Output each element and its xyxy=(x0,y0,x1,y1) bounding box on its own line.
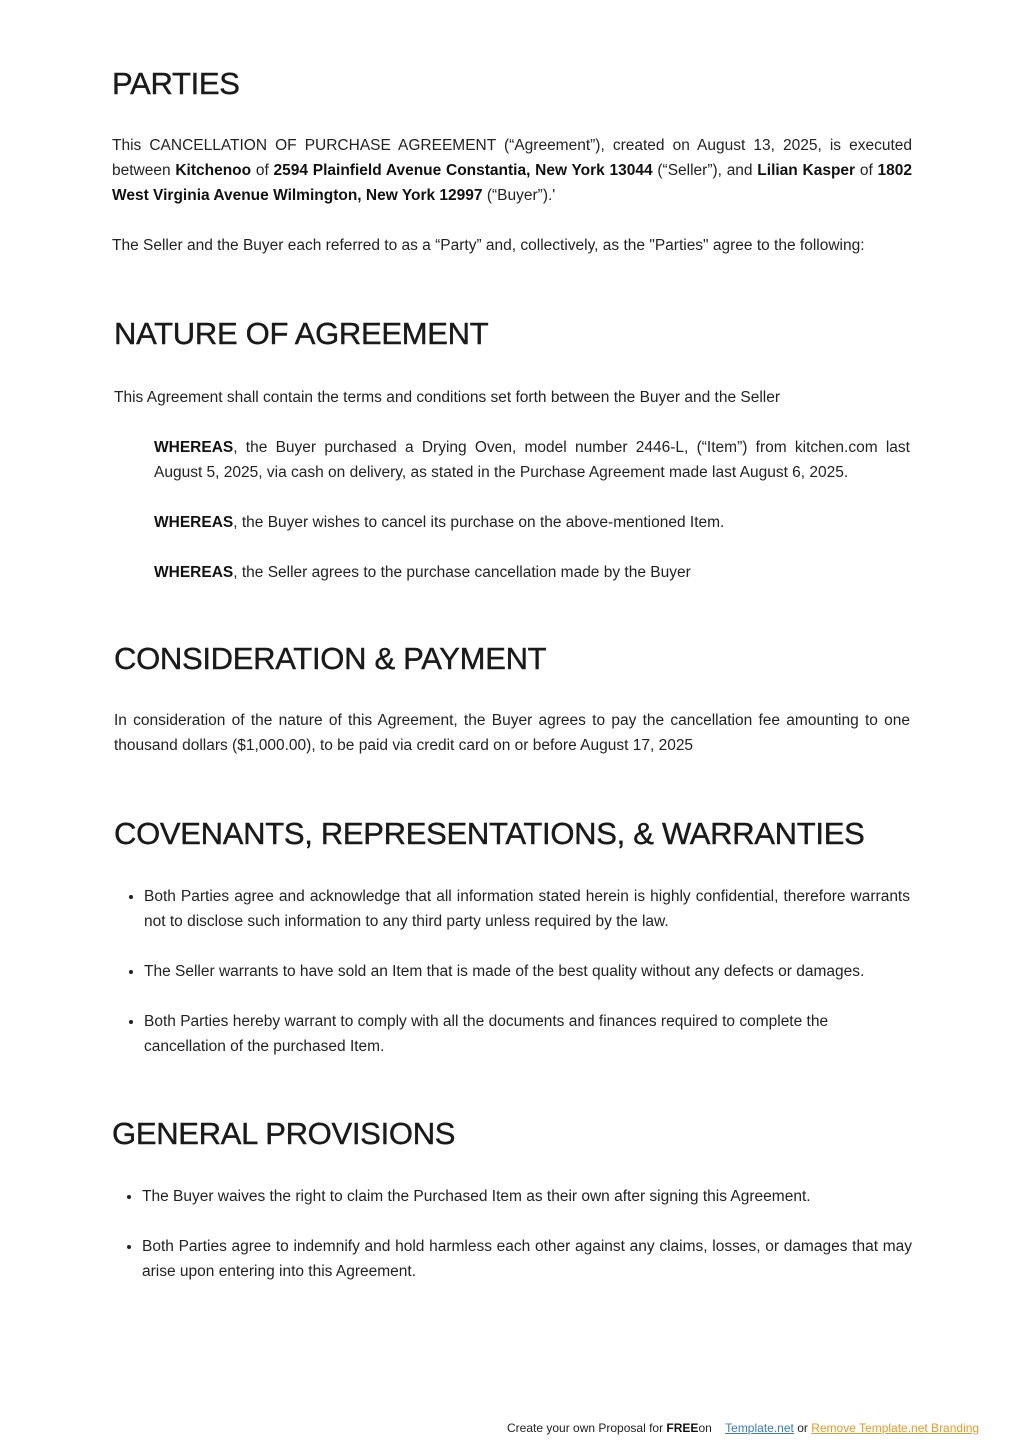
section-nature-of-agreement xyxy=(114,316,910,596)
heading-consideration-payment: CONSIDERATION & PAYMENT xyxy=(114,641,547,676)
whereas-clause-2 xyxy=(154,510,910,535)
covenants-list xyxy=(114,884,910,1059)
list-item: • Both Parties agree and acknowledge that all information stated herein is highly confidential, therefore warrants not to disclose such information to any third party unless required by the law. xyxy=(144,884,910,934)
section-general-provisions xyxy=(112,1116,912,1284)
heading-general-provisions: GENERAL PROVISIONS xyxy=(112,1116,456,1151)
section-consideration-payment xyxy=(114,641,910,758)
list-item: • Both Parties agree to indemnify and hold harmless each other against any claims, losses, or damages that may arise upon entering into this Agreement. xyxy=(142,1234,912,1284)
general-list xyxy=(112,1184,912,1284)
whereas-label: WHEREAS xyxy=(154,439,234,456)
footer-branding xyxy=(507,1418,1007,1438)
list-item: • The Seller warrants to have sold an Item that is made of the best quality without any defects or damages. xyxy=(144,959,910,984)
parties-text: (“Seller”), and xyxy=(652,162,758,179)
section-parties xyxy=(112,66,912,258)
whereas-text: , the Buyer purchased a Drying Oven, model number 2446-L, (“Item”) from kitchen.com last August 5, 2025, via cash on delivery, as stated in the Purchase Agreement made last August 6, 2025. xyxy=(154,439,910,481)
heading-nature-of-agreement: NATURE OF AGREEMENT xyxy=(114,316,489,351)
heading-parties: PARTIES xyxy=(112,66,240,101)
whereas-text: , the Seller agrees to the purchase cancellation made by the Buyer xyxy=(233,564,691,581)
parties-text: of xyxy=(855,162,878,179)
parties-text: (“Buyer”).' xyxy=(482,187,556,204)
buyer-name: Lilian Kasper xyxy=(757,162,856,179)
footer-free: FREE xyxy=(666,1421,699,1435)
whereas-label: WHEREAS xyxy=(154,564,234,581)
list-item: • Both Parties hereby warrant to comply with all the documents and finances required to complete the cancellation of the purchased Item. xyxy=(144,1009,910,1059)
footer-text: on xyxy=(698,1421,712,1435)
parties-paragraph-1 xyxy=(112,133,912,208)
whereas-clause-1 xyxy=(154,435,910,485)
buyer-address: 1802 West Virginia Avenue Wilmington, New York 12997 xyxy=(112,162,912,204)
section-covenants xyxy=(114,816,910,1059)
whereas-label: WHEREAS xyxy=(154,514,234,531)
list-item: • The Buyer waives the right to claim the Purchased Item as their own after signing this Agreement. xyxy=(142,1184,912,1209)
seller-address: 2594 Plainfield Avenue Constantia, New York 13044 xyxy=(273,162,653,179)
footer-text: Create your own Proposal for xyxy=(507,1421,667,1435)
parties-text: of xyxy=(251,162,274,179)
footer-text: or xyxy=(797,1421,808,1435)
consideration-paragraph: In consideration of the nature of this Agreement, the Buyer agrees to pay the cancellation fee amounting to one thousand dollars ($1,000.00), to be paid via credit card on or before August 17, 2025 xyxy=(114,712,910,754)
nature-intro: This Agreement shall contain the terms and conditions set forth between the Buyer and the Seller xyxy=(114,389,781,406)
seller-name: Kitchenoo xyxy=(175,162,252,179)
remove-branding-link[interactable]: Remove Template.net Branding xyxy=(811,1421,980,1435)
whereas-text: , the Buyer wishes to cancel its purchase on the above-mentioned Item. xyxy=(233,514,725,531)
parties-paragraph-2: The Seller and the Buyer each referred to as a “Party” and, collectively, as the "Parties" agree to the following: xyxy=(112,237,865,254)
template-net-link[interactable]: Template.net xyxy=(725,1421,794,1435)
whereas-clause-3 xyxy=(154,560,910,585)
heading-covenants: COVENANTS, REPRESENTATIONS, & WARRANTIES xyxy=(114,816,865,851)
parties-text: This CANCELLATION OF PURCHASE AGREEMENT (“Agreement”), created on August 13, 2025, is executed between xyxy=(112,137,912,179)
